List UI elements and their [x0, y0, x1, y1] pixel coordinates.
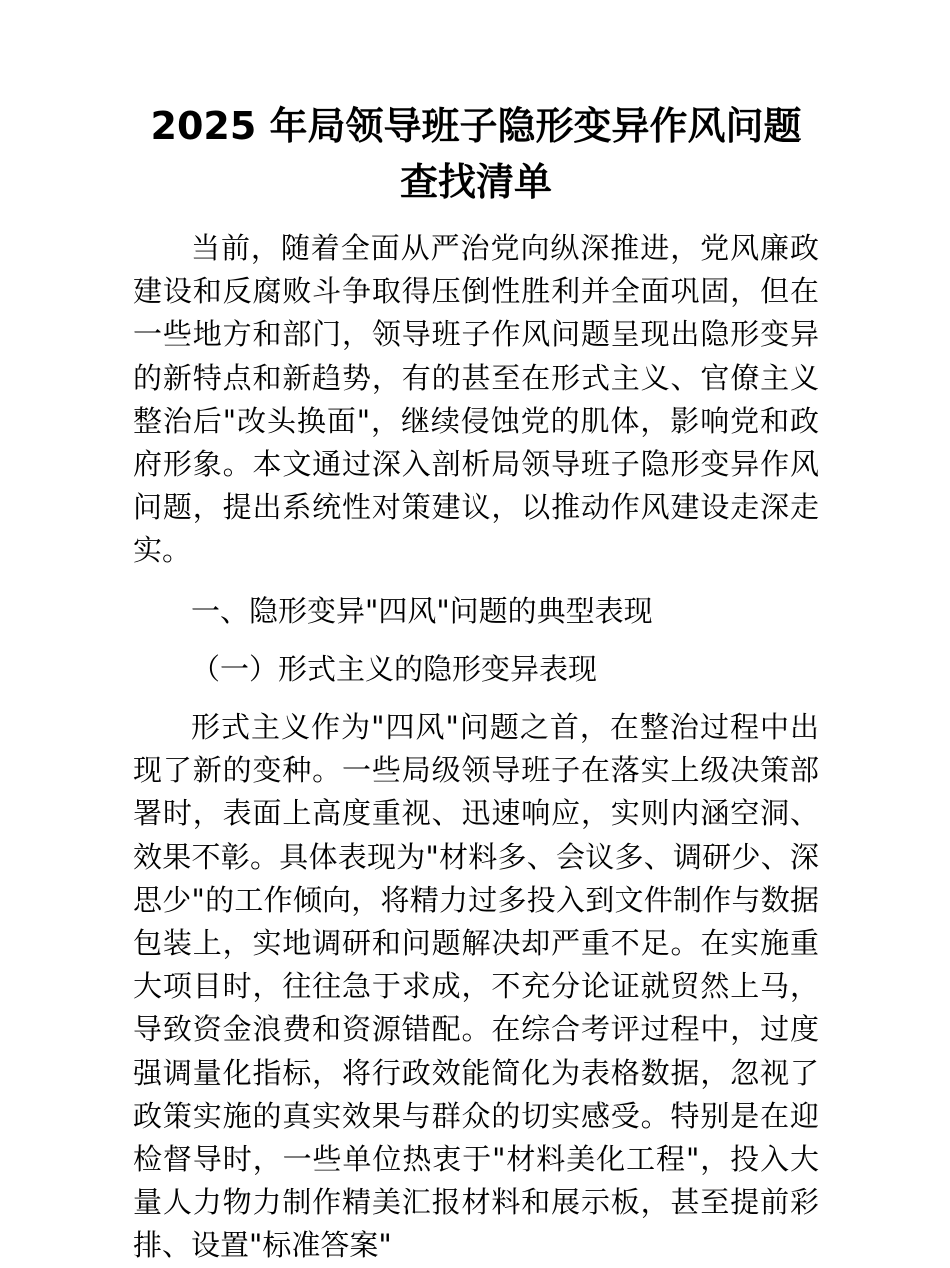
intro-paragraph: 当前，随着全面从严治党向纵深推进，党风廉政建设和反腐败斗争取得压倒性胜利并全面巩固，但在一些地方和部门，领导班子作风问题呈现出隐形变异的新特点和新趋势，有的甚至在形式主义、官僚主义整治后"改头换面"，继续侵蚀党的肌体，影响党和政府形象。本文通过深入剖析局领导班子隐形变异作风问题，提出系统性对策建议，以推动作风建设走深走实。 [133, 231, 819, 568]
document-body [133, 0, 819, 1268]
section-heading-one: 一、隐形变异"四风"问题的典型表现 [191, 593, 653, 628]
subsection-heading-one-one: （一）形式主义的隐形变异表现 [191, 651, 598, 686]
formalism-paragraph: 形式主义作为"四风"问题之首，在整治过程中出现了新的变种。一些局级领导班子在落实上级决策部署时，表面上高度重视、迅速响应，实则内涵空洞、效果不彰。具体表现为"材料多、会议多、调研少、深思少"的工作倾向，将精力过多投入到文件制作与数据包装上，实地调研和问题解决却严重不足。在实施重大项目时，往往急于求成，不充分论证就贸然上马，导致资金浪费和资源错配。在综合考评过程中，过度强调量化指标，将行政效能简化为表格数据，忽视了政策实施的真实效果与群众的切实感受。特别是在迎检督导时，一些单位热衷于"材料美化工程"，投入大量人力物力制作精美汇报材料和展示板，甚至提前彩排、设置"标准答案" [133, 710, 819, 1263]
page-title: 2025 年局领导班子隐形变异作风问题查找清单 [150, 104, 802, 204]
